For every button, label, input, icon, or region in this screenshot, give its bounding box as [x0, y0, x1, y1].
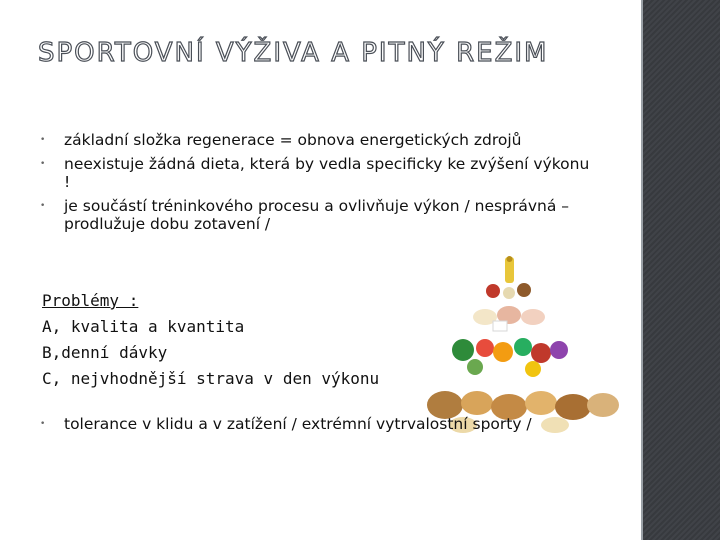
- problem-item: C, nejvhodnější strava v den výkonu: [42, 369, 380, 388]
- bullet-dot-icon: •: [40, 419, 46, 429]
- slide-title: SPORTOVNÍ VÝŽIVA A PITNÝ REŽIM: [38, 38, 549, 68]
- bullet-item: [40, 415, 600, 433]
- decorative-sidebar: [641, 0, 720, 540]
- bullet-list: [40, 131, 600, 239]
- bullet-text: základní složka regenerace = obnova energetických zdrojů: [64, 131, 522, 149]
- bullet-dot-icon: •: [40, 135, 46, 145]
- bullet-item: [40, 197, 600, 233]
- problem-item: B,denní dávky: [42, 343, 168, 362]
- bullet-list-secondary: [40, 415, 600, 439]
- problems-block: [42, 288, 379, 392]
- bullet-dot-icon: •: [40, 159, 46, 169]
- bullet-text: neexistuje žádná dieta, která by vedla specificky ke zvýšení výkonu !: [64, 155, 590, 191]
- bullet-text: je součástí tréninkového procesu a ovlivňuje výkon / nesprávná – prodlužuje dobu zotavení /: [64, 197, 569, 233]
- bullet-item: [40, 155, 600, 191]
- bullet-text: tolerance v klidu a v zatížení / extrémní vytrvalostní sporty /: [64, 415, 532, 433]
- problems-heading: Problémy :: [42, 291, 139, 310]
- bullet-item: [40, 131, 600, 149]
- problem-item: A, kvalita a kvantita: [42, 317, 245, 336]
- bullet-dot-icon: •: [40, 201, 46, 211]
